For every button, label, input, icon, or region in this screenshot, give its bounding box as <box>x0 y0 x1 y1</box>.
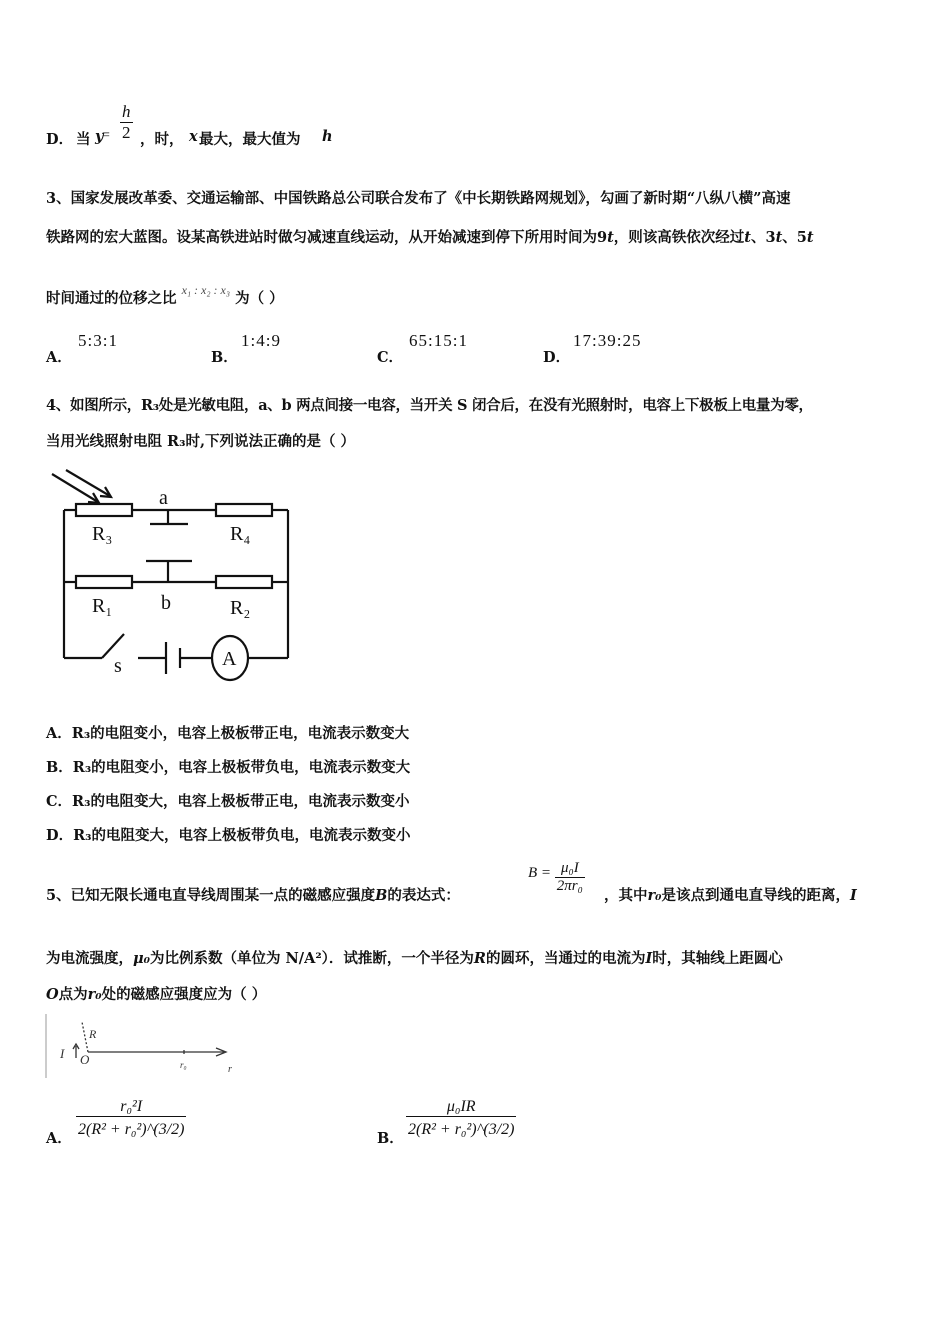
label-I: I <box>60 1046 65 1061</box>
q3-line-3 <box>46 283 284 308</box>
q3-text: 、3 <box>751 229 776 246</box>
resistor-r3 <box>76 504 132 516</box>
q5-text: 时，其轴线上距圆心 <box>652 950 783 967</box>
q3-text: 铁路网的宏大蓝图。设某高铁进站时做匀减速直线运动，从开始减速到停下所用时间为9 <box>46 229 608 246</box>
option-label: D． <box>46 131 74 148</box>
label-b: b <box>161 592 171 614</box>
resistor-r1 <box>76 576 132 588</box>
resistor-r2 <box>216 576 272 588</box>
q3-line-2 <box>46 226 814 247</box>
fraction-denominator: 2 <box>122 123 131 142</box>
q4-option-d[interactable] <box>46 824 410 845</box>
q5-text: 是该点到通电直导线的距离， <box>661 887 850 904</box>
option-label: B． <box>46 759 73 776</box>
var-R: R <box>473 950 486 967</box>
radius-line <box>82 1022 88 1052</box>
label-ammeter: A <box>222 648 237 670</box>
q5-text: 的表达式： <box>387 887 460 904</box>
var-I: I <box>645 950 653 967</box>
light-ray-1 <box>52 474 98 502</box>
option-text: 当 <box>76 131 91 148</box>
var-h: h <box>322 128 333 145</box>
q5-line-1-end <box>604 884 857 905</box>
q3-text: 为（ ） <box>235 290 284 307</box>
var-x: x <box>189 128 198 145</box>
ring-axis-figure <box>44 1012 244 1082</box>
var-t: t <box>775 229 783 246</box>
q5-text: 处的磁感应强度应为（ ） <box>101 986 267 1003</box>
q3-option-b-value: 1:4:9 <box>241 331 281 350</box>
q3-option-c-value: 65:15:1 <box>409 331 468 350</box>
light-ray-2 <box>66 470 110 496</box>
label-r3: R₃ <box>92 523 113 545</box>
q3-option-c-label[interactable]: C． <box>377 349 404 366</box>
q4-line-2: 当用光线照射电阻 R₃时,下列说法正确的是（ ） <box>46 433 356 450</box>
var-B: B <box>375 887 388 904</box>
label-r0: r₀ <box>180 1060 187 1070</box>
equals-sign: = <box>102 128 110 143</box>
var-mu0: μ₀ <box>133 950 150 967</box>
q4-option-b[interactable] <box>46 756 410 777</box>
q5-option-b-label[interactable]: B． <box>377 1130 404 1147</box>
formula-lhs: B = <box>528 864 552 881</box>
q5-option-b-expression <box>406 1098 516 1139</box>
option-label: C． <box>46 793 73 810</box>
var-I: I <box>850 887 857 904</box>
q5-text: 的圆环，当通过的电流为 <box>485 950 646 967</box>
option-text: R₃的电阻变小，电容上极板带正电，电流表示数变大 <box>71 725 410 742</box>
q3-text: ，则该高铁依次经过 <box>613 229 745 246</box>
q3-option-d-value: 17:39:25 <box>573 331 642 350</box>
q3-line-1: 3、国家发展改革委、交通运输部、中国铁路总公司联合发布了《中长期铁路网规划》，勾画了新时期“八纵八横”高速 <box>46 190 791 207</box>
q5-text: 点为 <box>58 986 88 1003</box>
option-denominator: 2(R² + r₀²)^(3/2) <box>406 1116 516 1139</box>
displacement-ratio: x₁ : x₂ : x₃ <box>181 283 231 297</box>
label-R: R <box>89 1027 97 1041</box>
label-s: s <box>114 655 122 677</box>
q4-option-c[interactable] <box>46 790 409 811</box>
var-t: t <box>607 229 614 246</box>
option-text: R₃的电阻变大，电容上极板带负电，电流表示数变小 <box>73 827 411 844</box>
q3-option-a-value: 5:3:1 <box>78 331 118 350</box>
label-r4: R₄ <box>230 523 251 545</box>
q5-text: 为电流强度， <box>46 950 133 967</box>
var-y: y <box>95 128 104 145</box>
option-text: 最大，最大值为 <box>199 131 301 148</box>
option-numerator: r₀²I <box>120 1098 143 1115</box>
formula-b-field <box>528 860 585 895</box>
var-t: t <box>744 229 751 246</box>
label-a: a <box>159 487 168 509</box>
formula-fraction <box>555 860 585 895</box>
option-denominator: 2(R² + r₀²)^(3/2) <box>76 1116 186 1139</box>
option-text: R₃的电阻变大，电容上极板带正电，电流表示数变小 <box>72 793 410 810</box>
q3-text: 时间通过的位移之比 <box>46 290 177 307</box>
q5-text: ，其中 <box>604 887 648 904</box>
resistor-r4 <box>216 504 272 516</box>
var-O: O <box>46 986 59 1003</box>
option-label: D． <box>46 827 74 844</box>
q3-text: 、5 <box>782 229 807 246</box>
q5-line-2 <box>46 947 783 968</box>
label-r2: R₂ <box>230 597 251 619</box>
option-text: ，时， <box>140 131 184 148</box>
q5-option-a-label[interactable]: A． <box>46 1130 72 1147</box>
q5-text: 为比例系数（单位为 N/A²）．试推断，一个半径为 <box>149 950 474 967</box>
var-t: t <box>806 229 814 246</box>
q3-option-b-label[interactable]: B． <box>211 349 238 366</box>
option-numerator: μ₀IR <box>446 1098 476 1115</box>
q4-option-a[interactable] <box>46 722 409 743</box>
label-r1: R₁ <box>92 595 113 617</box>
q3-option-a-label[interactable]: A． <box>46 349 72 366</box>
formula-denominator: 2πr₀ <box>556 878 583 894</box>
q4-line-1: 4、如图所示，R₃处是光敏电阻，a、b 两点间接一电容，当开关 S 闭合后，在没有光照射时，电容上下极板上电量为零， <box>46 397 813 414</box>
q5-option-a-expression <box>76 1098 186 1139</box>
q5-line-3 <box>46 983 266 1004</box>
q5-text: 5、已知无限长通电直导线周围某一点的磁感应强度 <box>46 887 376 904</box>
circuit-diagram <box>46 468 296 690</box>
formula-numerator: μ₀I <box>560 860 579 876</box>
var-r0: r₀ <box>87 986 102 1003</box>
option-text: R₃的电阻变小，电容上极板带负电，电流表示数变大 <box>72 759 411 776</box>
label-O: O <box>80 1052 90 1067</box>
q3-option-d-label[interactable]: D． <box>543 349 571 366</box>
fraction-numerator: h <box>122 102 131 121</box>
q5-line-1 <box>46 884 460 905</box>
fraction-h-over-2 <box>120 102 133 143</box>
var-r0: r₀ <box>647 887 662 904</box>
option-label: A． <box>46 725 72 742</box>
label-r: r <box>228 1064 232 1075</box>
